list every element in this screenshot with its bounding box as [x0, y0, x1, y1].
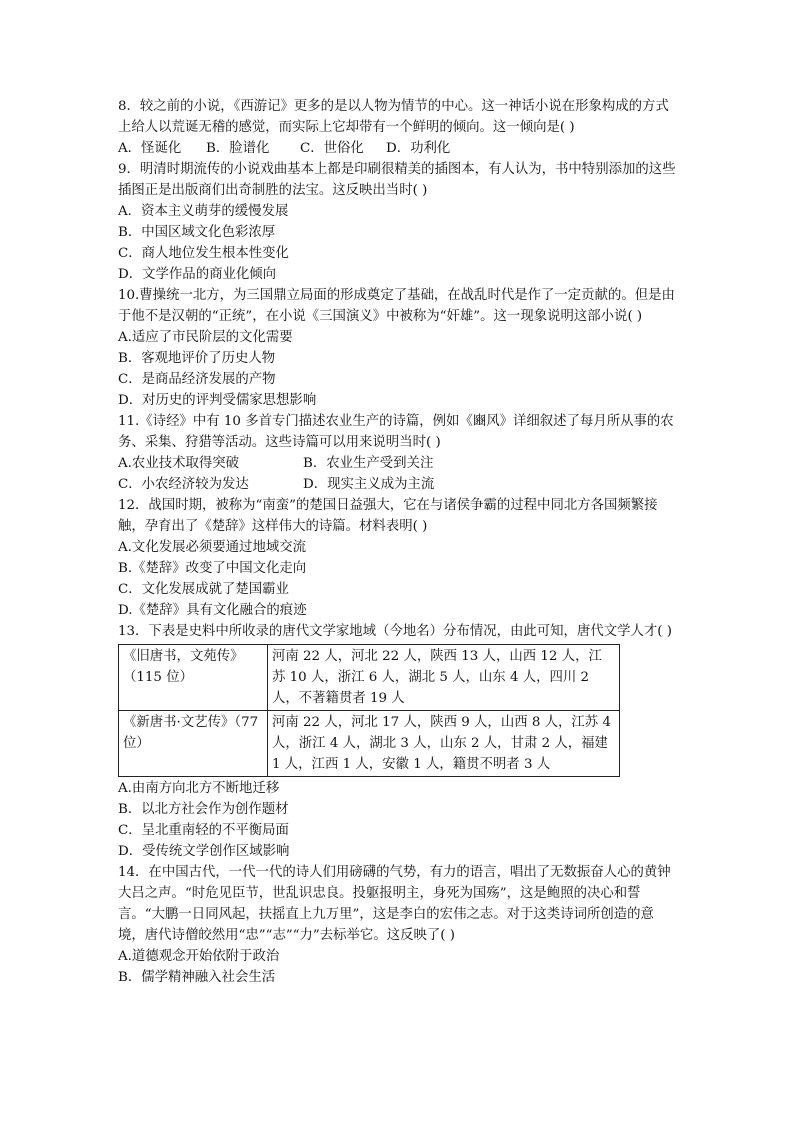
question-10-option-b: B．客观地评价了历史人物: [118, 351, 276, 366]
question-11-options-row-1: [118, 453, 678, 474]
question-8-option-c: C．世俗化: [300, 141, 364, 156]
table-cell-source: 《旧唐书，文苑传》（115 位）: [119, 645, 268, 711]
table-cell-distribution: 河南 22 人，河北 22 人，陕西 13 人，山西 12 人，江苏 10 人，浙江 6 人，湖北 5 人，山东 4 人，四川 2 人，不著籍贯者 19 人: [268, 645, 620, 711]
table-cell-source: 《新唐书·文艺传》（77 位）: [119, 711, 268, 777]
question-14-option-b: B．儒学精神融入社会生活: [118, 970, 276, 985]
question-10-option-a: A.适应了市民阶层的文化需要: [118, 330, 293, 345]
question-9-option-a: A．资本主义萌芽的缓慢发展: [118, 204, 289, 219]
question-10-stem: 10.曹操统一北方，为三国鼎立局面的形成奠定了基础，在战乱时代是作了一定贡献的。但是由于他不是汉朝的“正统”，在小说《三国演义》中被称为“奸雄”。这一现象说明这部小说( ): [118, 288, 675, 324]
table-row: [119, 645, 620, 711]
question-11-option-c: C．小农经济较为发达: [118, 477, 249, 492]
question-12-option-a: A.文化发展必须要通过地域交流: [118, 540, 307, 555]
question-8-stem: 8．较之前的小说，《西游记》更多的是以人物为情节的中心。这一神话小说在形象构成的方式上给人以荒诞无稽的感觉，而实际上它却带有一个鲜明的倾向。这一倾向是( ): [118, 99, 669, 135]
question-14-option-a: A.道德观念开始依附于政治: [118, 949, 280, 964]
question-11-option-d: D．现实主义成为主流: [303, 477, 435, 492]
question-11-options-row-2: [118, 474, 678, 495]
question-9-option-c: C．商人地位发生根本性变化: [118, 246, 289, 261]
question-13-option-b: B．以北方社会作为创作题材: [118, 802, 289, 817]
question-8-options: [118, 138, 678, 159]
question-8-option-b: B．脸谱化: [206, 141, 270, 156]
question-12-option-d: D.《楚辞》具有文化融合的痕迹: [118, 603, 307, 618]
question-13-option-a: A.由南方向北方不断地迁移: [118, 781, 280, 796]
question-12-option-c: C．文化发展成就了楚国霸业: [118, 582, 289, 597]
question-13-stem: 13．下表是史料中所收录的唐代文学家地域（今地名）分布情况，由此可知，唐代文学人才( ): [118, 624, 672, 639]
question-9-option-b: B．中国区域文化色彩浓厚: [118, 225, 276, 240]
question-11-option-b: B．农业生产受到关注: [303, 456, 434, 471]
question-12-stem: 12．战国时期，被称为“南蛮”的楚国日益强大，它在与诸侯争霸的过程中同北方各国频繁接触，孕育出了《楚辞》这样伟大的诗篇。材料表明( ): [118, 498, 658, 534]
question-8-option-a: A．怪诞化: [118, 141, 182, 156]
question-10-option-d: D．对历史的评判受儒家思想影响: [118, 393, 317, 408]
question-14-stem: 14．在中国古代，一代一代的诗人们用磅礴的气势，有力的语言，唱出了无数振奋人心的黄钟大吕之声。“时危见臣节，世乱识忠良。投躯报明主，身死为国殇”，这是鲍照的决心和誓言。“大鹏一日同风起，扶摇直上九万里”，这是李白的宏伟之志。对于这类诗词所创造的意境，唐代诗僧皎然用“忠”“志”“力”去标举它。这反映了( ): [118, 865, 671, 943]
table-row: [119, 711, 620, 777]
table-cell-distribution: 河南 22 人，河北 17 人，陕西 9 人，山西 8 人，江苏 4 人，浙江 4 人，湖北 3 人，山东 2 人，甘肃 2 人，福建 1 人，江西 1 人，安徽 1 人，籍贯不明者 3 人: [268, 711, 620, 777]
question-10-option-c: C．是商品经济发展的产物: [118, 372, 276, 387]
question-13-option-c: C．呈北重南轻的不平衡局面: [118, 823, 289, 838]
question-12-option-b: B.《楚辞》改变了中国文化走向: [118, 561, 307, 576]
question-9-stem: 9．明清时期流传的小说戏曲基本上都是印刷很精美的插图本，有人认为，书中特别添加的这些插图正是出版商们出奇制胜的法宝。这反映出当时( ): [118, 162, 676, 198]
question-11-stem: 11.《诗经》中有 10 多首专门描述农业生产的诗篇，例如《豳风》详细叙述了每月所从事的农务、采集、狩猎等活动。这些诗篇可以用来说明当时( ): [118, 414, 674, 450]
question-8-option-d: D．功利化: [386, 141, 451, 156]
question-9-option-d: D．文学作品的商业化倾向: [118, 267, 277, 282]
exam-page: [118, 96, 678, 988]
question-13-table: [118, 644, 620, 777]
question-13-option-d: D．受传统文学创作区域影响: [118, 844, 290, 859]
question-11-option-a: A.农业技术取得突破: [118, 456, 240, 471]
